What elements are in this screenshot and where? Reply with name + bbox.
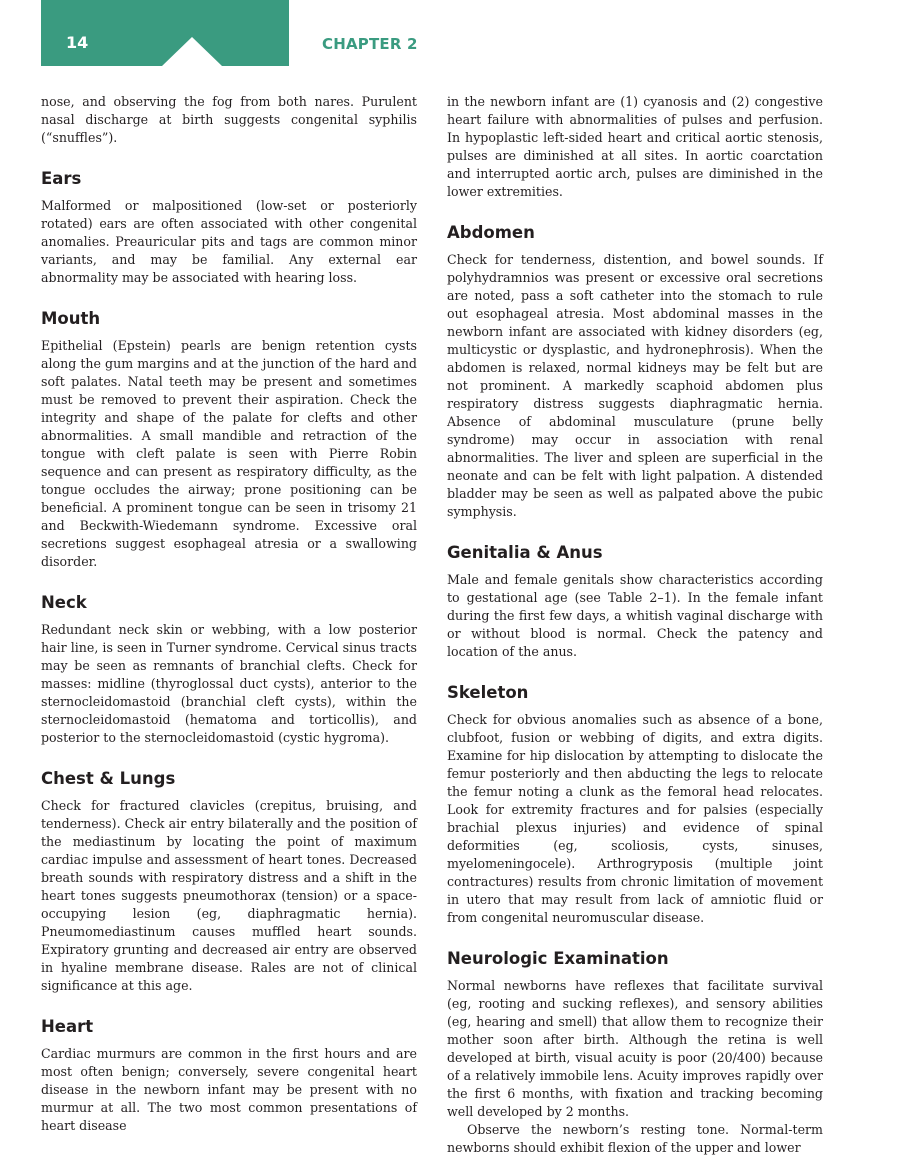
- paragraph-skeleton: Check for obvious anomalies such as absence of a bone, clubfoot, fusion or webbing of digits, and extra digits. Examine for hip dislocation by attempting to dislocate the femur posteriorly and then abducting the legs to relocate the femur noting a clunk as the femoral head relocates. Look for extremity fractures and for palsies (especially brachial plexus injuries) and evidence of spinal deformities (eg, scoliosis, cysts, sinuses, myelomeningocele). Arthrogryposis (multiple joint contractures) results from chronic limitation of movement in utero that may result from lack of amniotic fluid or from congenital neuromuscular disease.: [447, 712, 823, 925]
- section-heading-neck: Neck: [41, 593, 87, 612]
- section-heading-mouth: Mouth: [41, 309, 101, 328]
- paragraph-ears: Malformed or malpositioned (low-set or posteriorly rotated) ears are often associated with other congenital anomalies. Preauricular pits and tags are common minor variants, and may be familial. Any external ear abnormality may be associated with hearing loss.: [41, 198, 417, 285]
- section-heading-ears: Ears: [41, 169, 82, 188]
- right-column: [447, 93, 823, 1157]
- paragraph-mouth: Epithelial (Epstein) pearls are benign retention cysts along the gum margins and at the junction of the hard and soft palates. Natal teeth may be present and sometimes must be removed to prevent their aspiration. Check the integrity and shape of the palate for clefts and other abnormalities. A small mandible and retraction of the tongue with cleft palate is seen with Pierre Robin sequence and can present as respiratory difficulty, as the tongue occludes the airway; prone positioning can be beneficial. A prominent tongue can be seen in trisomy 21 and Beckwith-Wiedemann syndrome. Excessive oral secretions suggest esophageal atresia or a swallowing disorder.: [41, 338, 417, 569]
- left-column: [41, 93, 417, 1135]
- paragraph-chest-lungs: Check for fractured clavicles (crepitus, bruising, and tenderness). Check air entry bilaterally and the position of the mediastinum by locating the point of maximum cardiac impulse and assessment of heart tones. Decreased breath sounds with respiratory distress and a shift in the heart tones suggests pneumothorax (tension) or a space-occupying lesion (eg, diaphragmatic hernia). Pneumomediastinum causes muffled heart sounds. Expiratory grunting and decreased air entry are observed in hyaline membrane disease. Rales are not of clinical significance at this age.: [41, 798, 417, 993]
- paragraph-neck: Redundant neck skin or webbing, with a low posterior hair line, is seen in Turner syndrome. Cervical sinus tracts may be seen as remnants of branchial clefts. Check for masses: midline (thyroglossal duct cysts), anterior to the sternocleidomastoid (branchial cleft cysts), within the sternocleidomastoid (hematoma and torticollis), and posterior to the sternocleidomastoid (cystic hygroma).: [41, 622, 417, 745]
- paragraph-genitalia-anus: Male and female genitals show characteristics according to gestational age (see Table 2–1). In the female infant during the first few days, a whitish vaginal discharge with or without blood is normal. Check the patency and location of the anus.: [447, 572, 823, 659]
- section-heading-heart: Heart: [41, 1017, 94, 1036]
- paragraph-abdomen: Check for tenderness, distention, and bowel sounds. If polyhydramnios was present or excessive oral secretions are noted, pass a soft catheter into the stomach to rule out esophageal atresia. Most abdominal masses in the newborn infant are associated with kidney disorders (eg, multicystic or dysplastic, and hydronephrosis). When the abdomen is relaxed, normal kidneys may be felt but are not prominent. A markedly scaphoid abdomen plus respiratory distress suggests diaphragmatic hernia. Absence of abdominal musculature (prune belly syndrome) may occur in association with renal abnormalities. The liver and spleen are superficial in the neonate and can be felt with light palpation. A distended bladder may be seen as well as palpated above the pubic symphysis.: [447, 252, 823, 519]
- page-number: 14: [66, 33, 89, 52]
- section-heading-genitalia-anus: Genitalia & Anus: [447, 543, 603, 562]
- section-heading-abdomen: Abdomen: [447, 223, 535, 242]
- header-notch: [162, 37, 222, 66]
- continued-paragraph: in the newborn infant are (1) cyanosis and (2) congestive heart failure with abnormalities of pulses and perfusion. In hypoplastic left-sided heart and critical aortic stenosis, pulses are diminished at all sites. In aortic coarctation and interrupted aortic arch, pulses are diminished in the lower extremities.: [447, 94, 823, 199]
- chapter-label: CHAPTER 2: [322, 35, 418, 53]
- section-heading-skeleton: Skeleton: [447, 683, 529, 702]
- section-heading-chest-lungs: Chest & Lungs: [41, 769, 176, 788]
- section-heading-neurologic-examination: Neurologic Examination: [447, 949, 669, 968]
- paragraph-neurologic-1: Normal newborns have reflexes that facilitate survival (eg, rooting and sucking reflexes), and sensory abilities (eg, hearing and smell) that allow them to recognize their mother soon after birth. Although the retina is well developed at birth, visual acuity is poor (20/400) because of a relatively immobile lens. Acuity improves rapidly over the first 6 months, with fixation and tracking becoming well developed by 2 months.: [447, 978, 823, 1119]
- paragraph-neurologic-2: Observe the newborn’s resting tone. Normal-term newborns should exhibit flexion of the upper and lower: [447, 1122, 823, 1155]
- intro-paragraph: nose, and observing the fog from both nares. Purulent nasal discharge at birth suggests congenital syphilis (“snuffles”).: [41, 94, 417, 145]
- paragraph-heart: Cardiac murmurs are common in the first hours and are most often benign; conversely, severe congenital heart disease in the newborn infant may be present with no murmur at all. The two most common presentations of heart disease: [41, 1046, 417, 1133]
